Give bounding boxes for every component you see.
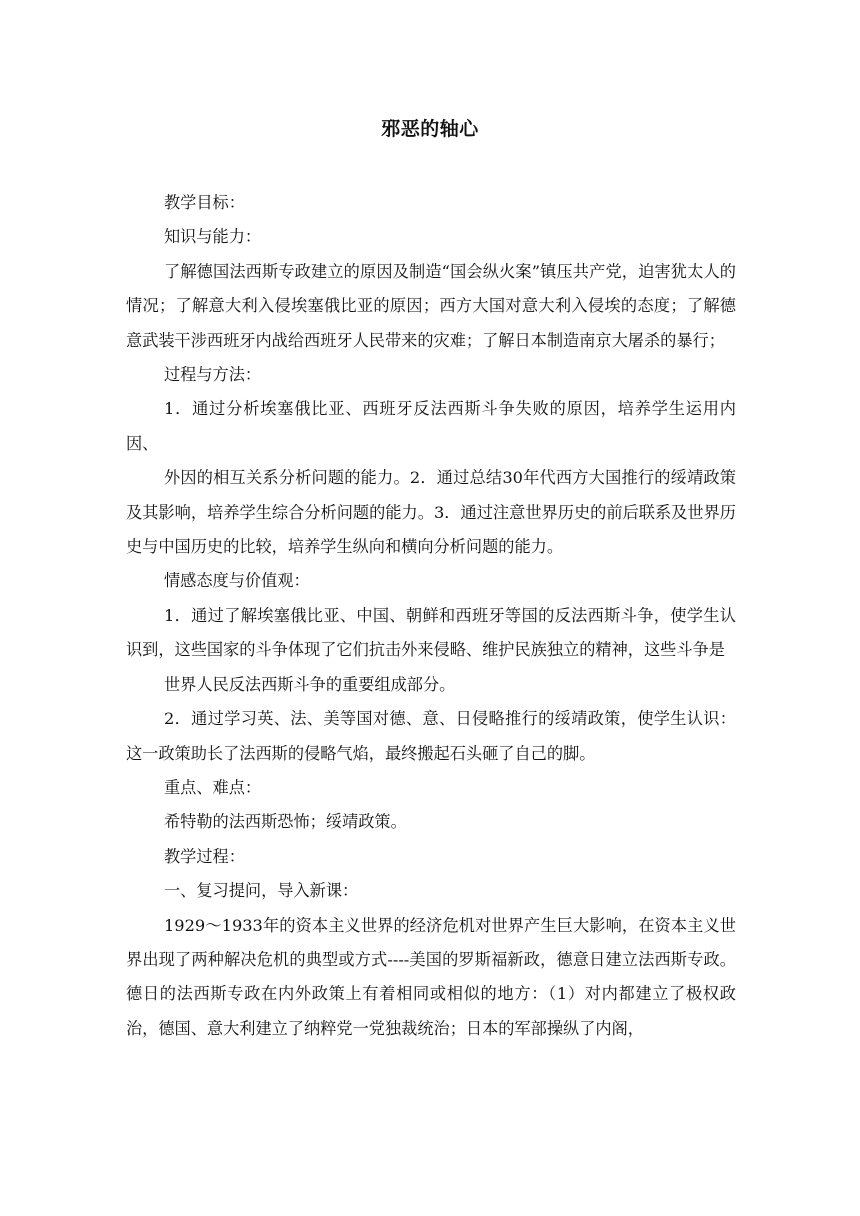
paragraph: 一、复习提问，导入新课： [164,881,359,901]
paragraph: 教学目标： [164,193,245,212]
paragraph: 知识与能力： [164,227,262,247]
paragraph: 重点、难点： [164,777,262,797]
paragraph: 1．通过了解埃塞俄比亚、中国、朝鲜和西班牙等国的反法西斯斗争，使学生认识到，这些国家的斗争体现了它们抗击外来侵略、维护民族独立的精神，这些斗争是 [126,605,736,660]
paragraph: 希特勒的法西斯恐怖；绥靖政策。 [164,812,407,832]
paragraph: 了解德国法西斯专政建立的原因及制造“国会纵火案”镇压共产党，迫害犹太人的情况；了解意大利入侵埃塞俄比亚的原因；西方大国对意大利入侵埃的态度；了解德意武装干涉西班牙内战给西班牙人民带来的灾难；了解日本制造南京大屠杀的暴行； [126,261,736,350]
paragraph: 1929～1933年的资本主义世界的经济危机对世界产生巨大影响，在资本主义世界出现了两种解决危机的典型或方式----美国的罗斯福新政，德意日建立法西斯专政。德日的法西斯专政在内外政策上有着相同或相似的地方：（1）对内都建立了极权政治，德国、意大利建立了纳粹党一党独裁统治；日本的军部操纵了内阁， [126,915,736,1038]
document-title: 邪恶的轴心 [381,118,479,140]
paragraph: 2．通过学习英、法、美等国对德、意、日侵略推行的绥靖政策，使学生认识：这一政策助长了法西斯的侵略气焰，最终搬起石头砸了自己的脚。 [126,709,736,763]
document-body [126,186,736,1046]
paragraph: 情感态度与价值观： [164,571,310,591]
paragraph: 过程与方法： [164,365,262,385]
paragraph: 教学过程： [164,846,245,866]
paragraph: 世界人民反法西斯斗争的重要组成部分。 [164,674,456,694]
paragraph: 1．通过分析埃塞俄比亚、西班牙反法西斯斗争失败的原因，培养学生运用内因、 [126,399,736,453]
paragraph: 外因的相互关系分析问题的能力。2．通过总结30年代西方大国推行的绥靖政策及其影响，培养学生综合分析问题的能力。3．通过注意世界历史的前后联系及世界历史与中国历史的比较，培养学生纵向和横向分析问题的能力。 [126,468,736,557]
